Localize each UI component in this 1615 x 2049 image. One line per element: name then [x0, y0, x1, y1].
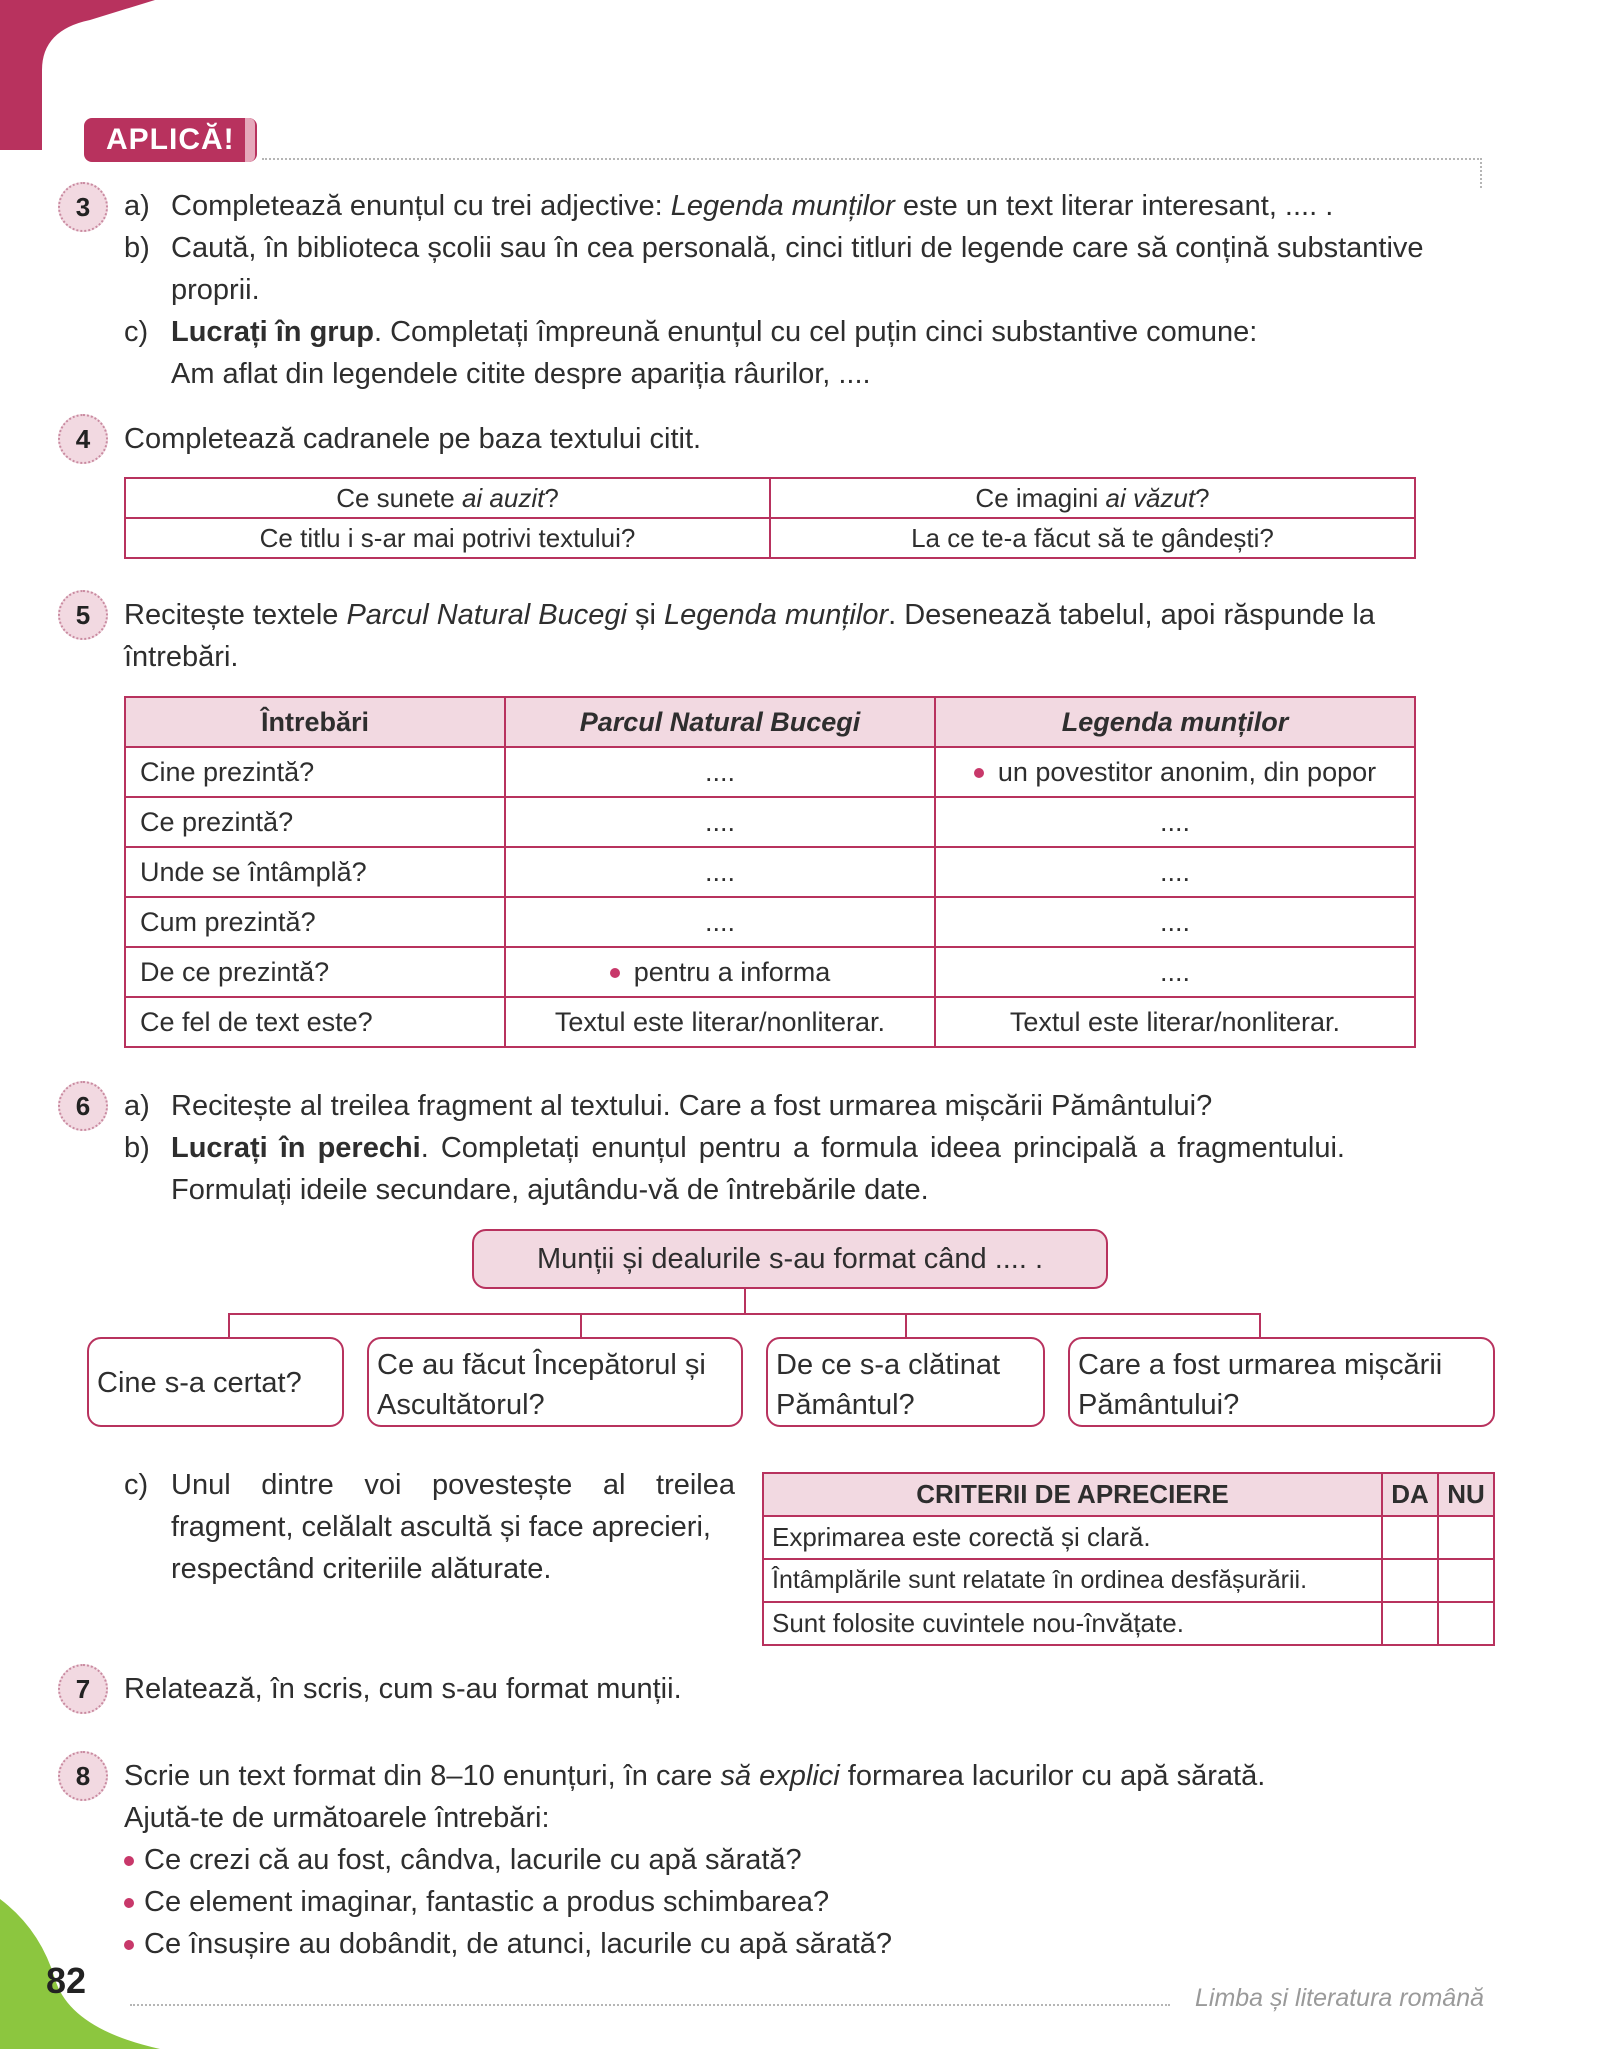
connector-drop-4: [1259, 1313, 1261, 1337]
bullet-icon: [124, 1898, 134, 1908]
bullet-icon: [974, 768, 984, 778]
ex8-line1: Scrie un text format din 8–10 enunțuri, în care să explici formarea lacurilor cu apă sărată.: [124, 1760, 1266, 1792]
row-cell: ....: [505, 897, 935, 947]
checkbox-yes[interactable]: [1382, 1516, 1438, 1559]
table-row: [125, 847, 1415, 897]
table-row: [125, 947, 1415, 997]
criteria-header-yes: DA: [1382, 1473, 1438, 1516]
ex7-text: Relatează, în scris, cum s-au format munții.: [124, 1673, 682, 1705]
checkbox-no[interactable]: [1438, 1559, 1494, 1602]
header-legenda: Legenda munților: [935, 697, 1415, 747]
question-box-what: Ce au făcut Începătorul și Ascultătorul?: [367, 1337, 743, 1427]
footer-dotted-line: [130, 2004, 1170, 2006]
header-parcul: Parcul Natural Bucegi: [505, 697, 935, 747]
checkbox-no[interactable]: [1438, 1602, 1494, 1645]
row-cell: ....: [935, 797, 1415, 847]
ex3-c-label: c): [124, 316, 149, 348]
main-idea-box: Munții și dealurile s-au format când .... .: [472, 1229, 1108, 1289]
ex3-a-label: a): [124, 190, 150, 222]
checkbox-no[interactable]: [1438, 1516, 1494, 1559]
footer-subject: Limba și literatura română: [1195, 1984, 1485, 2012]
question-box-result: Care a fost urmarea mișcării Pământului?: [1068, 1337, 1495, 1427]
row-question: Ce prezintă?: [125, 797, 505, 847]
question-box-why: De ce s-a clătinat Pământul?: [766, 1337, 1045, 1427]
table-row: [125, 997, 1415, 1047]
connector-drop-3: [905, 1313, 907, 1337]
ex6-c-line1: Unul dintre voi povestește al treilea: [171, 1469, 735, 1501]
bullet-icon: [124, 1856, 134, 1866]
header-dotted-line: [262, 158, 1482, 160]
ex3-b-line1: Caută, în biblioteca școlii sau în cea personală, cinci titluri de legende care să conțină substantive: [171, 232, 1424, 264]
row-cell: ....: [505, 797, 935, 847]
bullet-icon: [124, 1940, 134, 1950]
table-row: [763, 1602, 1494, 1645]
table-row: [125, 747, 1415, 797]
criteria-header-no: NU: [1438, 1473, 1494, 1516]
ex6-c-line2: fragment, celălalt ascultă și face aprecieri,: [171, 1511, 711, 1543]
ex6-c-line3: respectând criteriile alăturate.: [171, 1553, 552, 1585]
ex5-line2: întrebări.: [124, 641, 239, 673]
table-row: [125, 797, 1415, 847]
row-cell: ....: [935, 847, 1415, 897]
ex3-b-label: b): [124, 232, 150, 264]
criteria-item: Întâmplările sunt relatate în ordinea desfășurării.: [763, 1559, 1382, 1602]
connector-horizontal: [228, 1313, 1261, 1315]
question-box-who: Cine s-a certat?: [87, 1337, 344, 1427]
row-question: De ce prezintă?: [125, 947, 505, 997]
ex6-a-label: a): [124, 1090, 150, 1122]
criteria-table: [762, 1472, 1495, 1646]
row-cell: pentru a informa: [505, 947, 935, 997]
ex6-a-text: Recitește al treilea fragment al textului. Care a fost urmarea mișcării Pământului?: [171, 1090, 1213, 1122]
exercise-number-8: 8: [58, 1751, 108, 1801]
criteria-header: CRITERII DE APRECIERE: [763, 1473, 1382, 1516]
exercise-number-4: 4: [58, 414, 108, 464]
quadrant-thoughts: La ce te-a făcut să te gândești?: [770, 518, 1415, 558]
quadrant-sounds: Ce sunete ai auzit?: [125, 478, 770, 518]
table-row: [763, 1516, 1494, 1559]
row-cell: Textul este literar/nonliterar.: [935, 997, 1415, 1047]
header-questions: Întrebări: [125, 697, 505, 747]
connector-drop-2: [580, 1313, 582, 1337]
quadrant-title: Ce titlu i s-ar mai potrivi textului?: [125, 518, 770, 558]
ex3-b-line2: proprii.: [171, 274, 260, 306]
exercise-number-3: 3: [58, 182, 108, 232]
ex6-b-line2: Formulați ideile secundare, ajutându-vă de întrebările date.: [171, 1174, 929, 1206]
bullet-icon: [610, 968, 620, 978]
criteria-item: Sunt folosite cuvintele nou-învățate.: [763, 1602, 1382, 1645]
quadrant-images: Ce imagini ai văzut?: [770, 478, 1415, 518]
exercise-number-7: 7: [58, 1664, 108, 1714]
row-cell: ....: [505, 847, 935, 897]
quadrants-table: [124, 477, 1416, 559]
ex3-c-line1: Lucrați în grup. Completați împreună enunțul cu cel puțin cinci substantive comune:: [171, 316, 1258, 348]
row-question: Ce fel de text este?: [125, 997, 505, 1047]
banner-tab: [245, 118, 255, 162]
comparison-table: [124, 696, 1416, 1048]
ex3-a-text: Completează enunțul cu trei adjective: Legenda munților este un text literar interesant, .... .: [171, 190, 1334, 222]
exercise-number-6: 6: [58, 1081, 108, 1131]
connector-vertical-main: [744, 1289, 746, 1313]
ex8-bullet-2: Ce element imaginar, fantastic a produs schimbarea?: [124, 1881, 829, 1923]
checkbox-yes[interactable]: [1382, 1602, 1438, 1645]
page-number: 82: [46, 1960, 87, 2001]
row-question: Cine prezintă?: [125, 747, 505, 797]
ex4-text: Completează cadranele pe baza textului citit.: [124, 423, 702, 455]
connector-drop-1: [228, 1313, 230, 1337]
ex3-c-line2: Am aflat din legendele citite despre apariția râurilor, ....: [171, 358, 871, 390]
row-cell: ....: [935, 897, 1415, 947]
ex8-bullet-1: Ce crezi că au fost, cândva, lacurile cu apă sărată?: [124, 1839, 802, 1881]
row-cell: Textul este literar/nonliterar.: [505, 997, 935, 1047]
table-row: [763, 1559, 1494, 1602]
ex6-c-label: c): [124, 1469, 149, 1501]
ex8-bullet-3: Ce însușire au dobândit, de atunci, lacurile cu apă sărată?: [124, 1923, 892, 1965]
section-banner: APLICĂ!: [84, 118, 257, 162]
row-cell: ....: [505, 747, 935, 797]
ex5-line1: Recitește textele Parcul Natural Bucegi și Legenda munților. Desenează tabelul, apoi răspunde la: [124, 599, 1376, 631]
ex8-line2: Ajută-te de următoarele întrebări:: [124, 1802, 550, 1834]
row-question: Cum prezintă?: [125, 897, 505, 947]
exercise-number-5: 5: [58, 590, 108, 640]
criteria-item: Exprimarea este corectă și clară.: [763, 1516, 1382, 1559]
checkbox-yes[interactable]: [1382, 1559, 1438, 1602]
row-question: Unde se întâmplă?: [125, 847, 505, 897]
row-cell: un povestitor anonim, din popor: [935, 747, 1415, 797]
ex6-b-line1: Lucrați în perechi. Completați enunțul pentru a formula ideea principală a fragmentului.: [171, 1132, 1345, 1164]
row-cell: ....: [935, 947, 1415, 997]
ex6-b-label: b): [124, 1132, 150, 1164]
header-dotted-end: [1480, 158, 1482, 188]
table-row: [125, 897, 1415, 947]
